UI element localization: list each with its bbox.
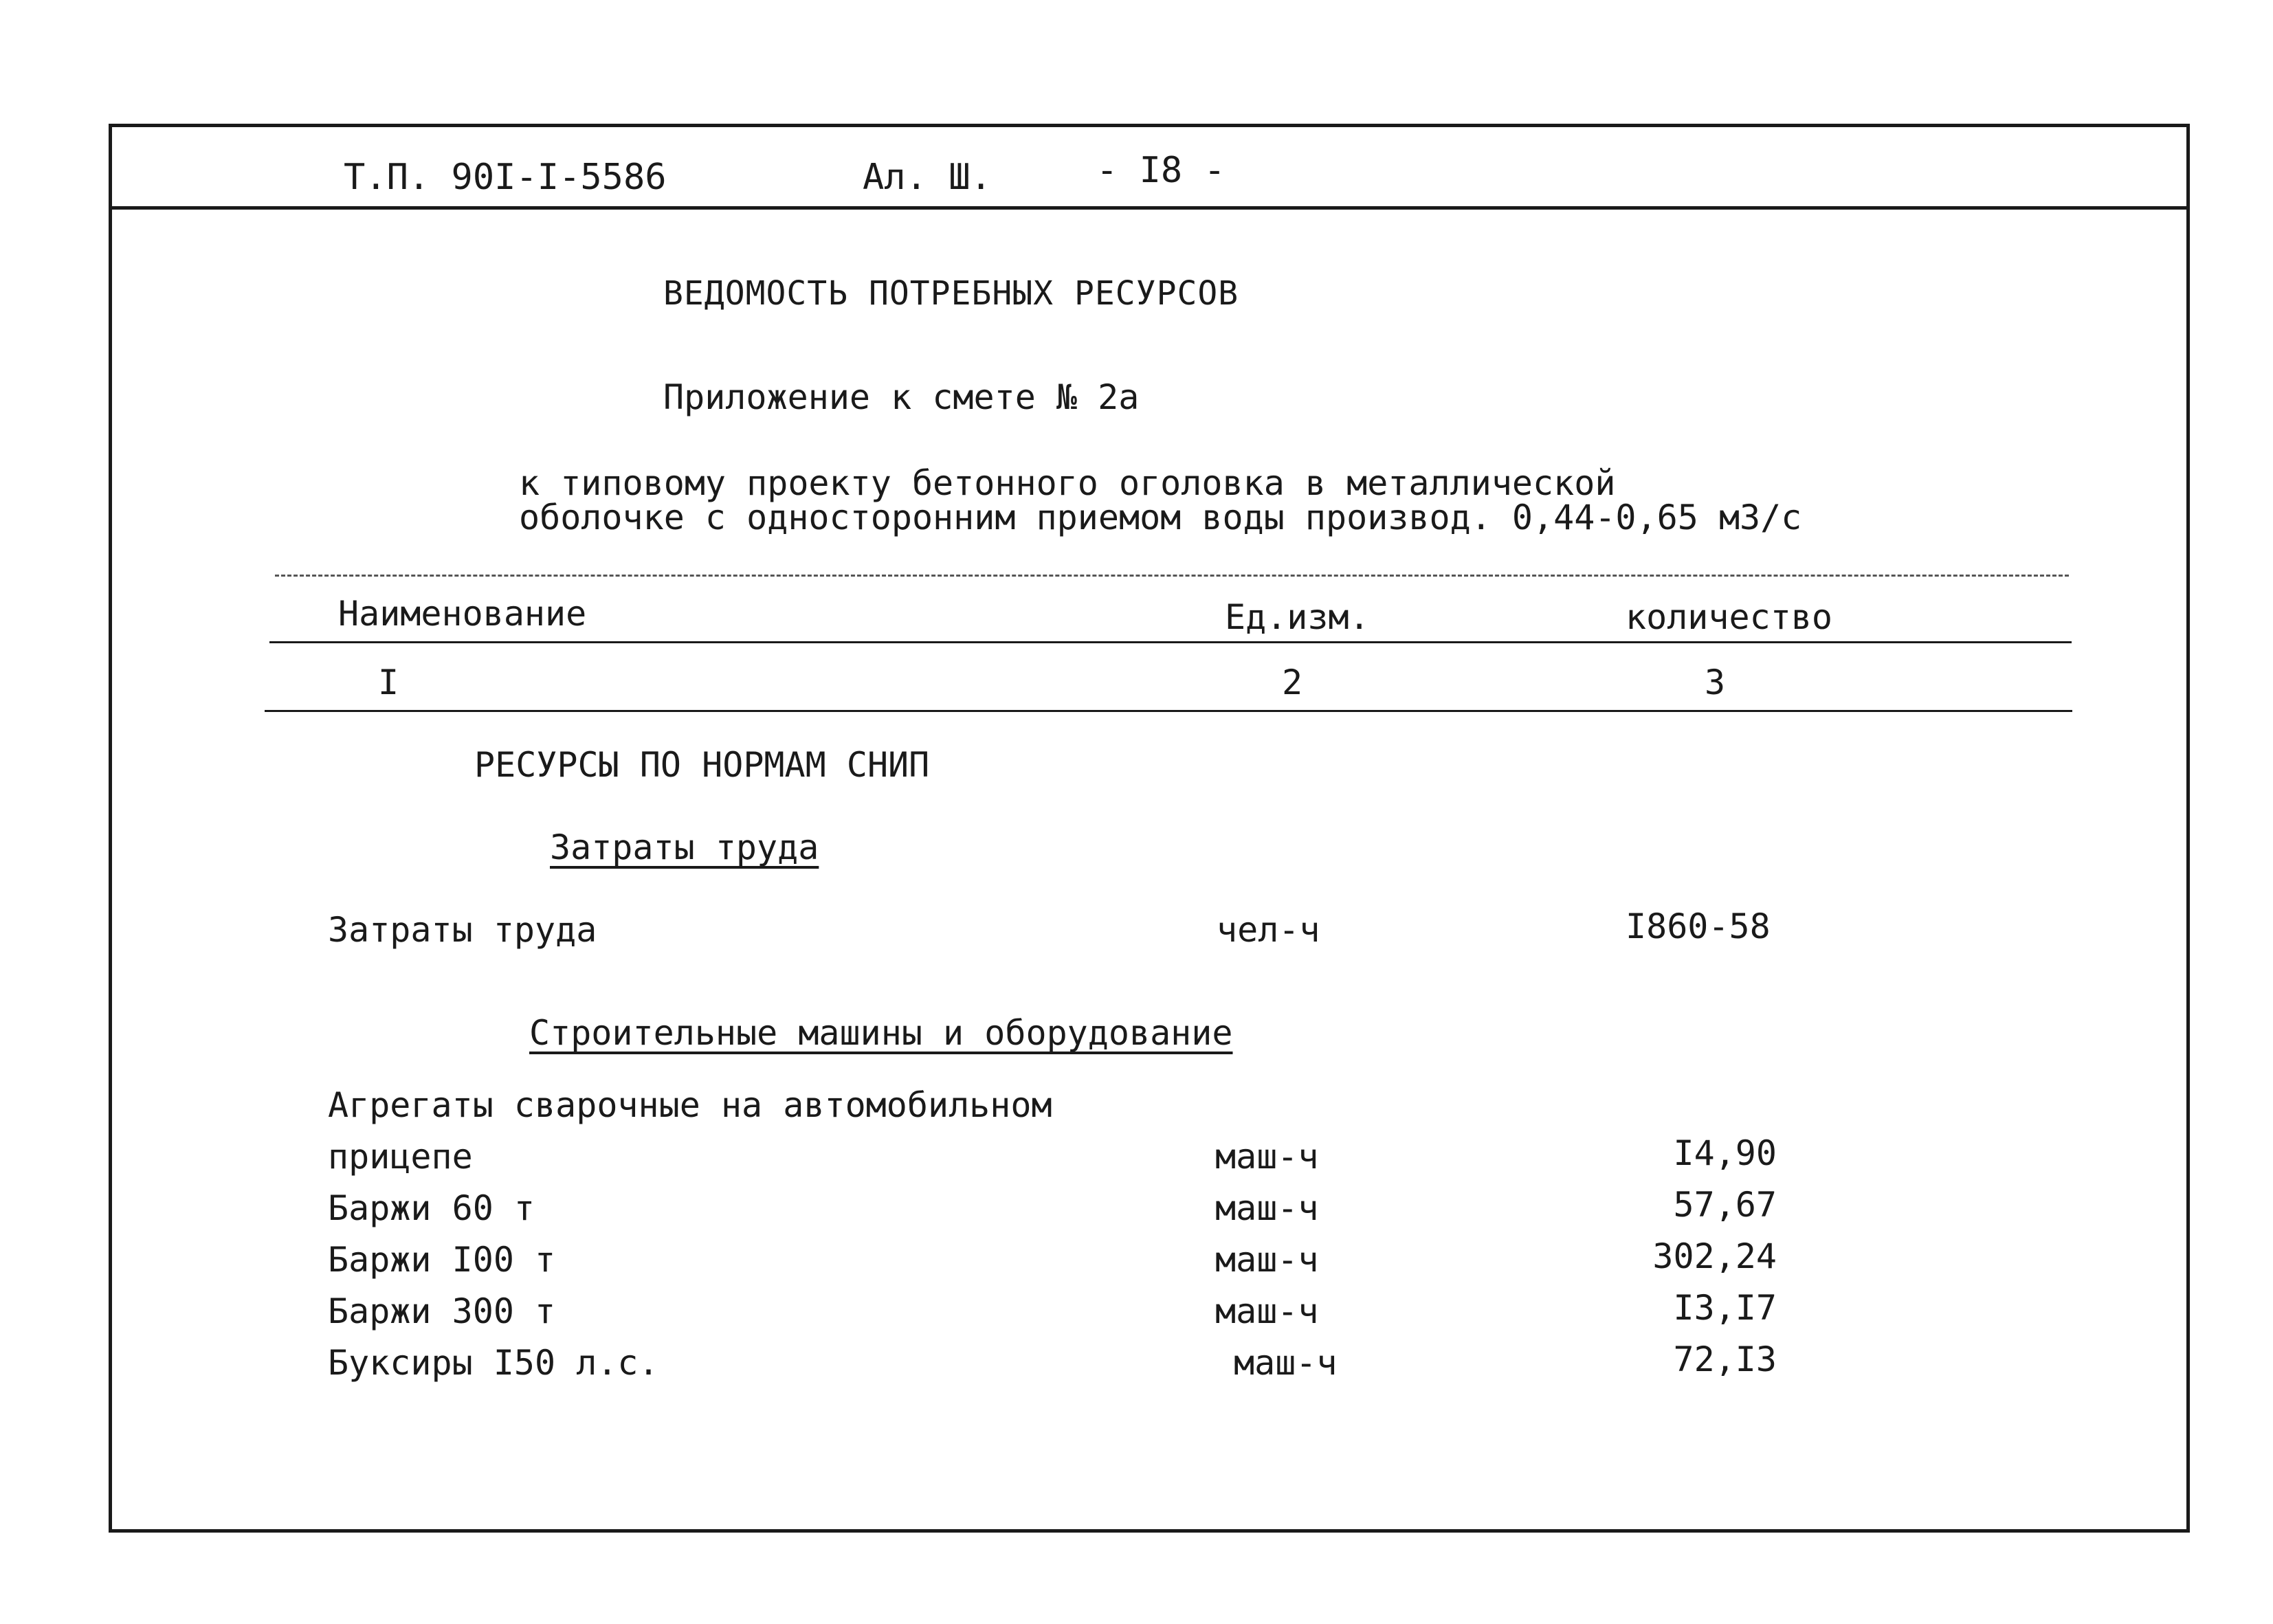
list-item-unit: чел-ч bbox=[1217, 910, 1320, 950]
list-item-name: Баржи 60 т bbox=[328, 1188, 535, 1228]
list-item-name: Баржи 300 т bbox=[328, 1291, 556, 1331]
list-item-unit: маш-ч bbox=[1234, 1343, 1338, 1383]
table-header-rule bbox=[269, 641, 2072, 643]
list-item-qty: 72,I3 bbox=[1673, 1339, 1777, 1379]
list-item-name: Агрегаты сварочные на автомобильном bbox=[328, 1085, 1052, 1125]
column-header-name: Наименование bbox=[338, 594, 587, 634]
list-item-unit: маш-ч bbox=[1215, 1291, 1319, 1331]
header-rule bbox=[109, 206, 2190, 210]
list-item-qty: 302,24 bbox=[1652, 1236, 1777, 1276]
list-item-name: Баржи I00 т bbox=[328, 1240, 556, 1280]
list-item-unit: маш-ч bbox=[1215, 1240, 1319, 1280]
list-item-unit: маш-ч bbox=[1215, 1188, 1319, 1228]
column-number-1: I bbox=[378, 663, 399, 702]
section-title: РЕСУРСЫ ПО НОРМАМ СНИП bbox=[474, 745, 930, 785]
list-item-name: прицепе bbox=[328, 1137, 473, 1177]
list-item-unit: маш-ч bbox=[1215, 1137, 1319, 1177]
appendix-line: Приложение к смете № 2а bbox=[663, 377, 1140, 417]
album-label: Ал. Ш. bbox=[863, 157, 992, 198]
table-top-rule bbox=[275, 575, 2069, 577]
column-header-unit: Ед.изм. bbox=[1225, 597, 1370, 637]
column-header-qty: количество bbox=[1626, 597, 1833, 637]
list-item-qty: I860-58 bbox=[1626, 906, 1771, 946]
list-item-name: Затраты труда bbox=[328, 910, 597, 950]
list-item-qty: I4,90 bbox=[1673, 1133, 1777, 1173]
document-title: ВЕДОМОСТЬ ПОТРЕБНЫХ РЕСУРСОВ bbox=[663, 274, 1239, 313]
project-line-1: к типовому проекту бетонного оголовка в металлической bbox=[519, 463, 1616, 503]
group-heading-labor: Затраты труда bbox=[550, 827, 819, 867]
doc-code: Т.П. 90I-I-5586 bbox=[344, 157, 667, 198]
list-item-name: Буксиры I50 л.с. bbox=[328, 1343, 659, 1383]
group-heading-machines: Строительные машины и оборудование bbox=[529, 1013, 1233, 1053]
table-numbers-rule bbox=[265, 710, 2072, 712]
project-line-2: оболочке с односторонним приемом воды производ. 0,44-0,65 м3/с bbox=[519, 498, 1802, 537]
list-item-qty: 57,67 bbox=[1673, 1185, 1777, 1225]
page-number: - I8 - bbox=[1096, 150, 1226, 191]
column-number-3: 3 bbox=[1705, 663, 1726, 702]
list-item-qty: I3,I7 bbox=[1673, 1288, 1777, 1328]
column-number-2: 2 bbox=[1282, 663, 1303, 702]
